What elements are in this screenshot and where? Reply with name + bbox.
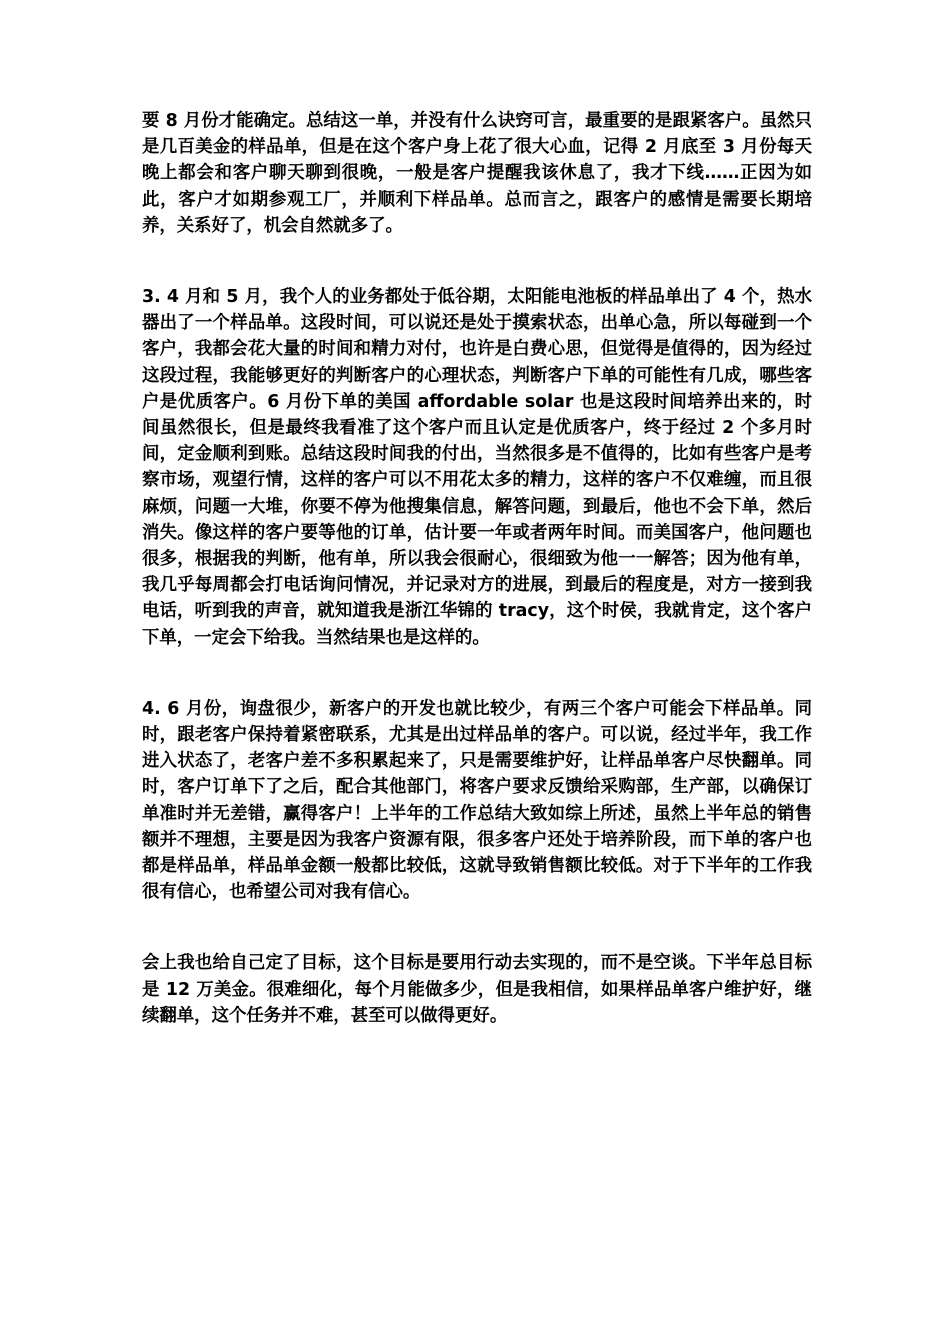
paragraph-3: 4. 6 月份，询盘很少，新客户的开发也就比较少，有两三个客户可能会下样品单。同时，跟老客户保持着紧密联系，尤其是出过样品单的客户。可以说，经过半年，我工作进入状态了，老客户差不多积累起来了，只是需要维护好，让样品单客户尽快翻单。同时，客户订单下了之后，配合其他部门，将客户要求反馈给采购部，生产部，以确保订单准时并无差错，赢得客户！上半年的工作总结大致如综上所述，虽然上半年总的销售额并不理想，主要是因为我客户资源有限，很多客户还处于培养阶段，而下单的客户也都是样品单，样品单金额一般都比较低，这就导致销售额比较低。对于下半年的工作我很有信心，也希望公司对我有信心。 — [142, 698, 812, 903]
document-text-body — [142, 108, 812, 1029]
paragraph-4: 会上我也给自己定了目标，这个目标是要用行动去实现的，而不是空谈。下半年总目标是 12 万美金。很难细化，每个月能做多少，但是我相信，如果样品单客户维护好，继续翻单，这个任务并不难，甚至可以做得更好。 — [142, 953, 812, 1026]
paragraph-1: 要 8 月份才能确定。总结这一单，并没有什么诀窍可言，最重要的是跟紧客户。虽然只是几百美金的样品单，但是在这个客户身上花了很大心血，记得 2 月底至 3 月份每天晚上都会和客户聊天聊到很晚，一般是客户提醒我该休息了，我才下线……正因为如此，客户才如期参观工厂，并顺利下样品单。总而言之，跟客户的感情是需要长期培养，关系好了，机会自然就多了。 — [142, 111, 812, 236]
paragraph-2: 3. 4 月和 5 月，我个人的业务都处于低谷期，太阳能电池板的样品单出了 4 个，热水器出了一个样品单。这段时间，可以说还是处于摸索状态，出单心急，所以每碰到一个客户，我都会花大量的时间和精力对付，也许是白费心思，但觉得是值得的，因为经过这段过程，我能够更好的判断客户的心理状态，判断客户下单的可能性有几成，哪些客户是优质客户。6 月份下单的美国 affordable solar 也是这段时间培养出来的，时间虽然很长，但是最终我看准了这个客户而且认定是优质客户，终于经过 2 个多月时间，定金顺利到账。总结这段时间我的付出，当然很多是不值得的，比如有些客户是考察市场，观望行情，这样的客户可以不用花太多的精力，这样的客户不仅难缠，而且很麻烦，问题一大堆，你要不停为他搜集信息，解答问题，到最后，他也不会下单，然后消失。像这样的客户要等他的订单，估计要一年或者两年时间。而美国客户，他问题也很多，根据我的判断，他有单，所以我会很耐心，很细致为他一一解答；因为他有单，我几乎每周都会打电话询问情况，并记录对方的进展，到最后的程度是，对方一接到我电话，听到我的声音，就知道我是浙江华锦的 tracy，这个时侯，我就肯定，这个客户下单，一定会下给我。当然结果也是这样的。 — [142, 287, 812, 648]
